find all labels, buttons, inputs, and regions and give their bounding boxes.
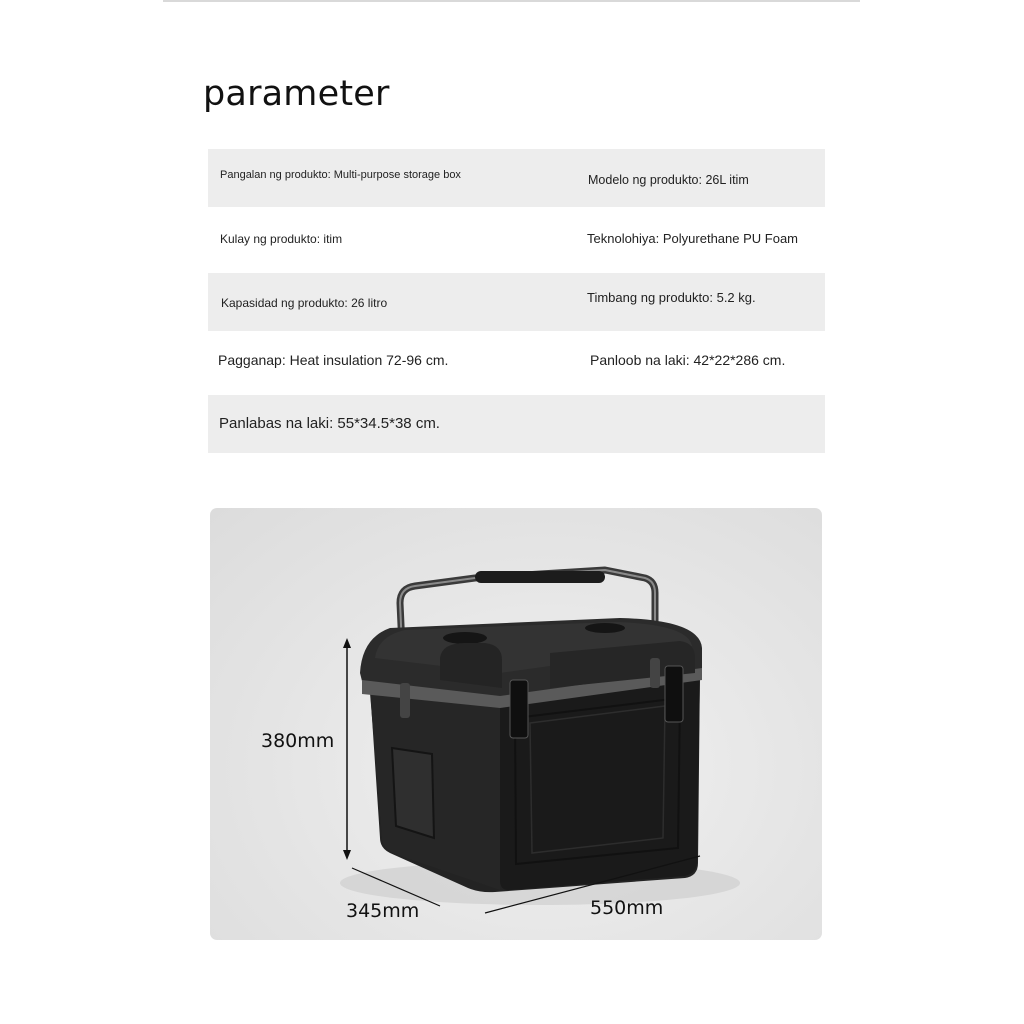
param-technology: Teknolohiya: Polyurethane PU Foam [587,231,799,246]
param-row [208,210,825,268]
product-photo [210,508,822,940]
param-name: Pangalan ng produkto: Multi-purpose storage box [220,169,461,181]
param-performance: Pagganap: Heat insulation 72-96 cm. [218,352,449,368]
depth-label: 345mm [346,900,420,922]
param-outer-size: Panlabas na laki: 55*34.5*38 cm. [219,415,440,432]
param-color: Kulay ng produkto: itim [220,232,343,246]
cooler-box-illustration [210,508,822,940]
param-inner-size: Panloob na laki: 42*22*286 cm. [590,352,786,368]
height-label: 380mm [261,730,335,752]
param-row [208,149,825,207]
top-divider [163,0,860,2]
param-row [208,273,825,331]
section-title: parameter [203,74,390,114]
param-weight: Timbang ng produkto: 5.2 kg. [587,290,756,305]
param-model: Modelo ng produkto: 26L itim [588,173,749,187]
width-label: 550mm [590,897,664,919]
param-row [208,332,825,390]
param-row [208,395,825,453]
param-capacity: Kapasidad ng produkto: 26 litro [221,296,388,310]
